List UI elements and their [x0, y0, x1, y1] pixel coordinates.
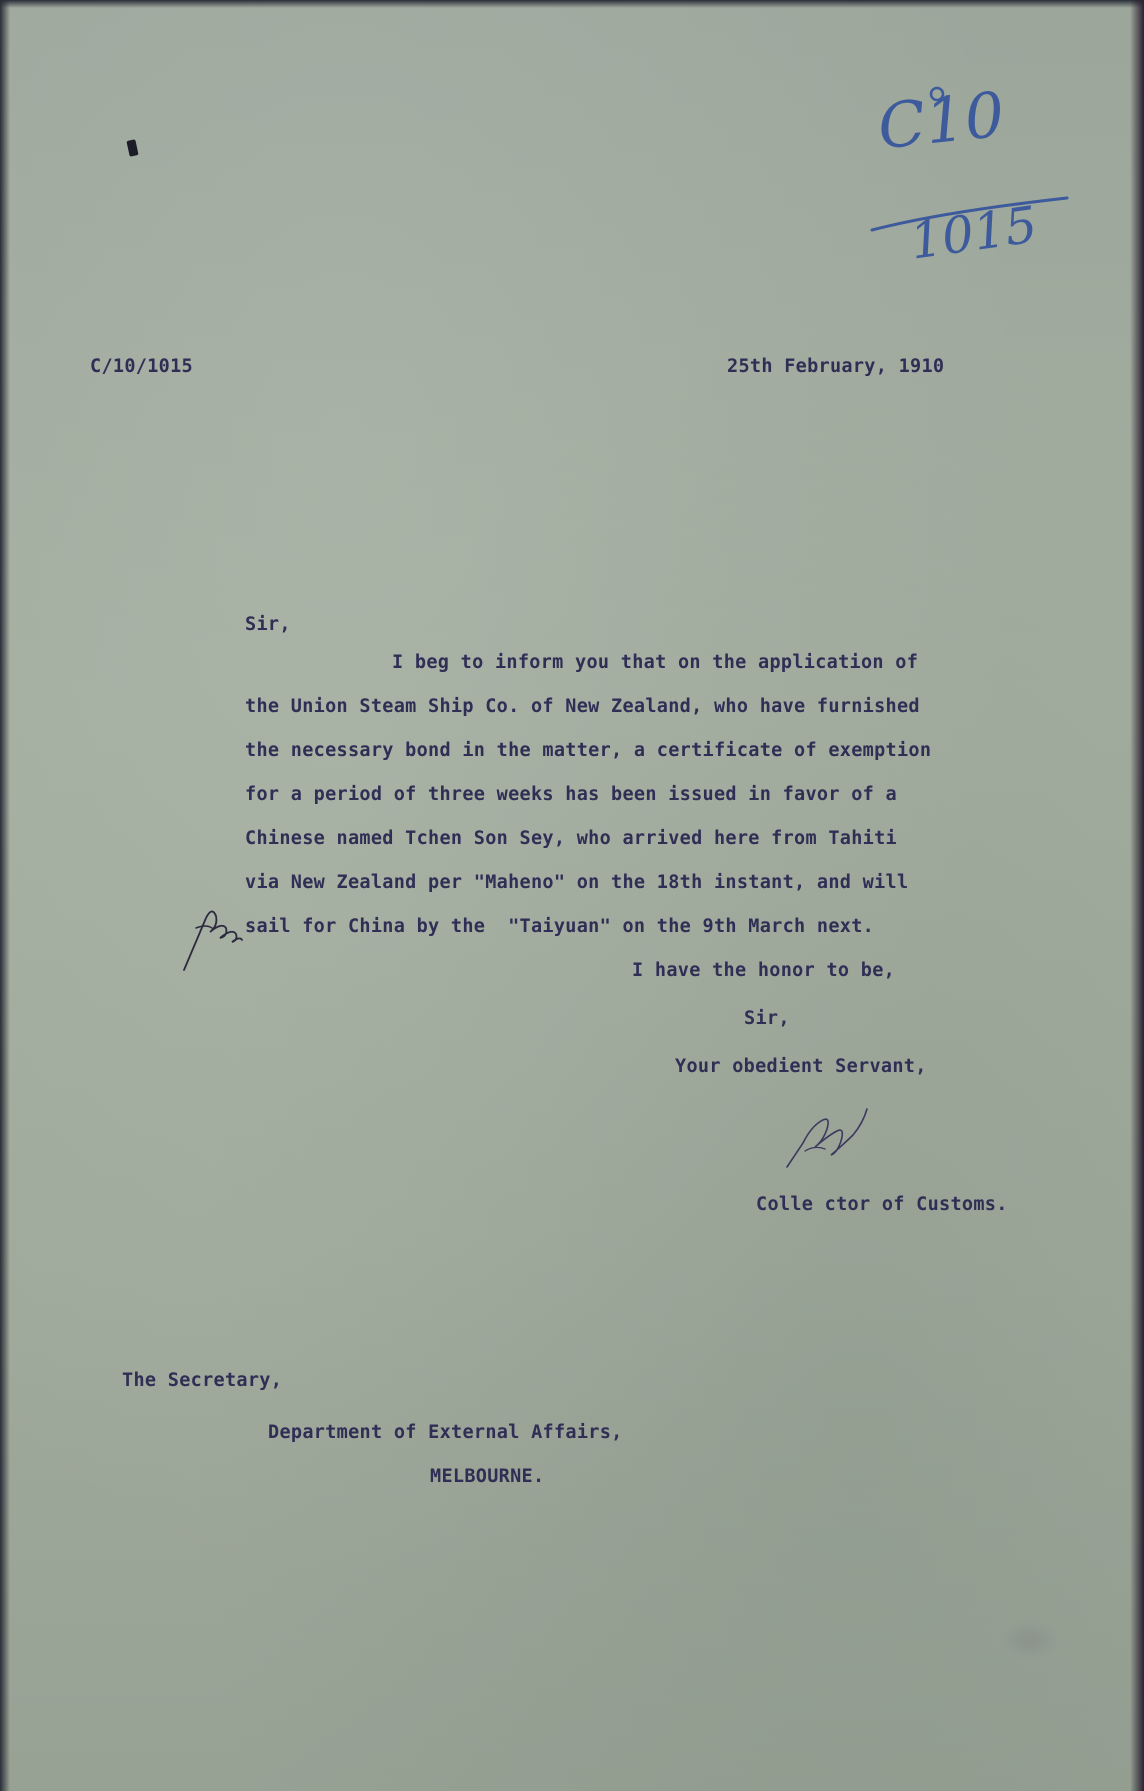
handwritten-ref-rule — [862, 77, 1092, 300]
addressee-department: Department of External Affairs, — [268, 1422, 623, 1443]
signatory-title: Colle ctor of Customs. — [756, 1194, 1008, 1215]
paper-smudge — [1000, 1620, 1060, 1660]
scan-edge-left — [0, 0, 10, 1791]
scan-edge-right — [1130, 0, 1144, 1791]
body-line-4: for a period of three weeks has been issued in favor of a — [245, 784, 897, 805]
body-line-5: Chinese named Tchen Son Sey, who arrived here from Tahiti — [245, 828, 897, 849]
scan-edge-top — [0, 0, 1144, 8]
closing-line-2: Sir, — [744, 1008, 790, 1029]
closing-line-3: Your obedient Servant, — [675, 1056, 927, 1077]
body-line-7: sail for China by the "Taiyuan" on the 9th March next. — [245, 916, 875, 937]
handwritten-file-reference — [862, 77, 1092, 300]
ink-mark — [126, 139, 138, 157]
salutation: Sir, — [245, 614, 291, 635]
marginal-initials — [176, 888, 246, 978]
handwritten-ref-top: C10 — [874, 77, 1008, 164]
closing-line-1: I have the honor to be, — [632, 960, 896, 981]
file-reference: C/10/1015 — [90, 356, 193, 377]
addressee-title: The Secretary, — [122, 1370, 283, 1391]
addressee-city: MELBOURNE. — [430, 1466, 545, 1487]
letter-date: 25th February, 1910 — [727, 356, 945, 377]
body-line-6: via New Zealand per "Maheno" on the 18th instant, and will — [245, 872, 909, 893]
body-line-3: the necessary bond in the matter, a certificate of exemption — [245, 740, 932, 761]
handwritten-ref-bottom: 1015 — [906, 195, 1041, 271]
signature — [775, 1095, 875, 1175]
body-line-2: the Union Steam Ship Co. of New Zealand, who have furnished — [245, 696, 920, 717]
body-line-1: I beg to inform you that on the application of — [392, 652, 919, 673]
